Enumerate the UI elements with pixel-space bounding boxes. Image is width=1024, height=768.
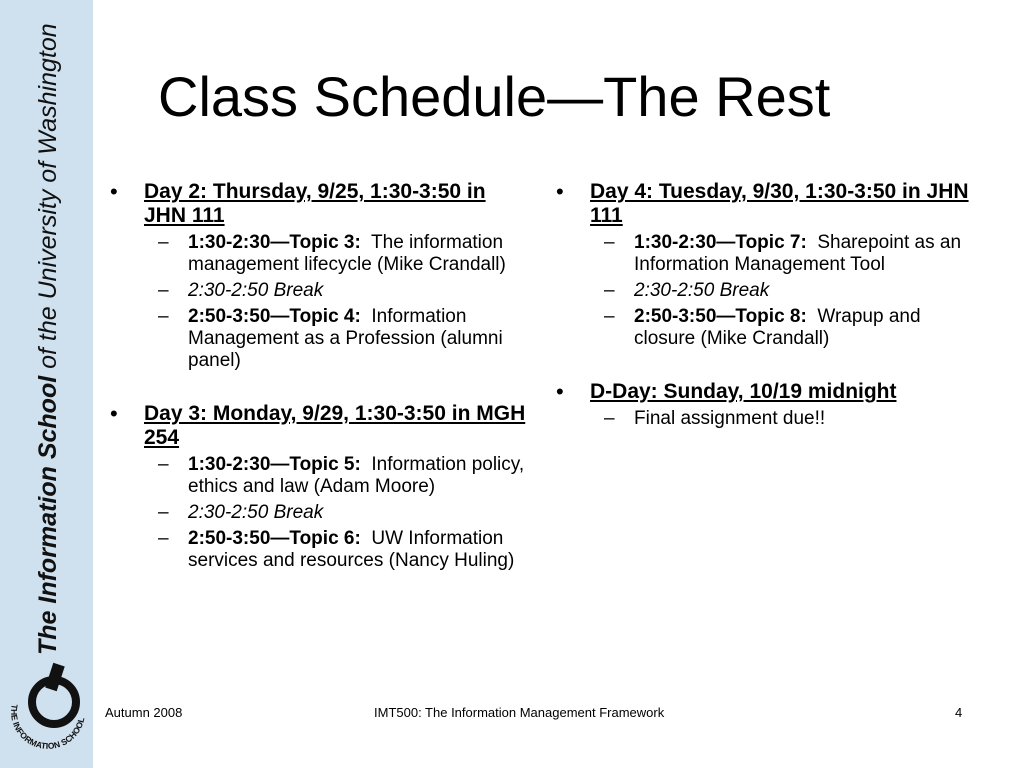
dash-icon: – (604, 408, 615, 429)
brand-university-name: of the University of Washington (34, 23, 62, 369)
logo-ring-text: THE INFORMATION SCHOOL (9, 703, 87, 752)
session-list (144, 232, 530, 372)
day-block (556, 180, 976, 350)
session-item (144, 280, 530, 302)
session-list (590, 232, 976, 350)
session-list (144, 454, 530, 572)
session-desc: Sharepoint as an Information Management Tool (634, 232, 962, 275)
left-column (110, 180, 530, 572)
session-item (590, 306, 976, 350)
day-block (110, 180, 530, 372)
brand-school-name: The Information School (34, 375, 62, 655)
session-desc: Information Management as a Profession (alumni panel) (188, 306, 503, 371)
dash-icon: – (604, 232, 615, 253)
dash-icon: – (158, 528, 169, 549)
day-heading: Day 2: Thursday, 9/25, 1:30-3:50 in JHN 111 (144, 180, 486, 227)
dash-icon: – (604, 280, 615, 301)
session-label: 1:30-2:30—Topic 7: (634, 232, 807, 253)
dash-icon: – (158, 232, 169, 253)
session-label: 1:30-2:30—Topic 5: (188, 454, 361, 475)
day-heading: Day 3: Monday, 9/29, 1:30-3:50 in MGH 254 (144, 402, 526, 449)
information-school-logo (4, 660, 90, 752)
session-item (144, 232, 530, 276)
day-block (556, 380, 976, 430)
break-text: 2:30-2:50 Break (634, 280, 770, 301)
bullet-icon: • (556, 379, 564, 404)
slide-number: 4 (955, 705, 963, 720)
break-text: 2:30-2:50 Break (188, 280, 324, 301)
session-label: 2:50-3:50—Topic 6: (188, 528, 361, 549)
bullet-icon: • (110, 179, 118, 204)
day-block (110, 402, 530, 572)
session-item (144, 306, 530, 372)
session-label: 2:50-3:50—Topic 4: (188, 306, 361, 327)
session-item (144, 454, 530, 498)
session-list (590, 408, 976, 430)
dash-icon: – (158, 454, 169, 475)
session-item (144, 502, 530, 524)
slide-title: Class Schedule—The Rest (158, 65, 831, 128)
bullet-icon: • (110, 401, 118, 426)
session-label: 2:50-3:50—Topic 8: (634, 306, 807, 327)
session-desc: UW Information services and resources (Nancy Huling) (188, 528, 515, 571)
session-item (144, 528, 530, 572)
session-desc: Information policy, ethics and law (Adam Moore) (188, 454, 525, 497)
right-column (556, 180, 976, 430)
dash-icon: – (158, 280, 169, 301)
session-desc: The information management lifecycle (Mike Crandall) (188, 232, 506, 275)
dash-icon: – (158, 306, 169, 327)
break-text: 2:30-2:50 Break (188, 502, 324, 523)
session-item (590, 232, 976, 276)
day-heading: D-Day: Sunday, 10/19 midnight (590, 380, 897, 403)
school-brand-text (28, 23, 68, 655)
dash-icon: – (158, 502, 169, 523)
session-item (590, 408, 976, 430)
session-desc: Final assignment due!! (634, 408, 826, 429)
bullet-icon: • (556, 179, 564, 204)
session-item (590, 280, 976, 302)
session-label: 1:30-2:30—Topic 3: (188, 232, 361, 253)
dash-icon: – (604, 306, 615, 327)
footer-date: Autumn 2008 (105, 705, 183, 720)
sidebar (0, 0, 93, 768)
footer-course: IMT500: The Information Management Framework (374, 705, 665, 720)
session-desc: Wrapup and closure (Mike Crandall) (634, 306, 921, 349)
day-heading: Day 4: Tuesday, 9/30, 1:30-3:50 in JHN 111 (590, 180, 969, 227)
